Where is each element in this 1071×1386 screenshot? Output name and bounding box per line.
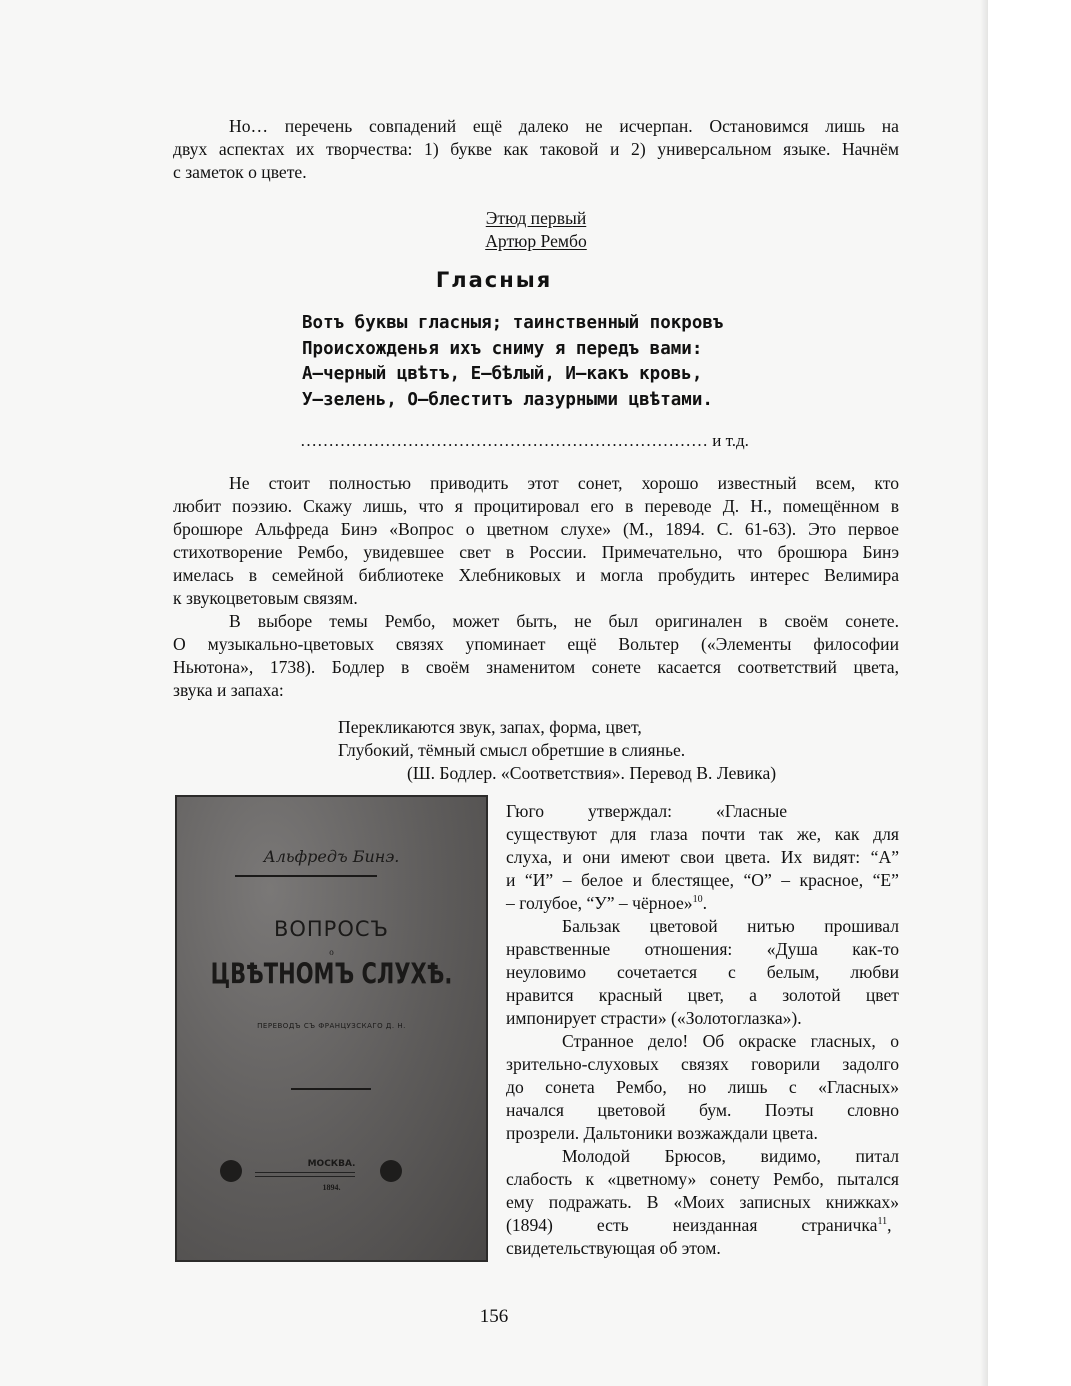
bryusov-line-5: свидетельствующая об этом. xyxy=(506,1238,721,1258)
cover-author: Альфредъ Бинэ. xyxy=(263,847,400,866)
intro-line-3: с заметок о цвете. xyxy=(173,162,307,182)
para2-line-3: Ньютона», 1738). Бодлер в своём знаменитом сонете касается соответствий цвета, xyxy=(173,657,899,677)
strange-line-5: прозрели. Дальтоники возжаждали цвета. xyxy=(506,1123,818,1143)
bryusov-line-2: слабость к «цветному» сонету Рембо, пытался xyxy=(506,1169,899,1189)
strange-line-4: начался цветовой бум. Поэты словно xyxy=(506,1100,899,1120)
cover-year: 1894. xyxy=(322,1183,341,1192)
bryusov-line-4: (1894) есть неизданная страничка$^{11}$, xyxy=(506,1215,892,1235)
footnote-11: 11 xyxy=(877,1216,888,1228)
poem-ellipsis: ……………………………………………………………… и т.д. xyxy=(300,431,749,450)
cover-translator: ПЕРЕВОДЪ СЪ ФРАНЦУЗСКАГО Д. Н. xyxy=(257,1022,406,1030)
footnote-10: 10 xyxy=(692,894,703,906)
para1-line-6: к звукоцветовым связям. xyxy=(173,588,358,608)
etude-author: Артюр Рембо xyxy=(485,231,587,251)
balzac-line-4: нравится красный цвет, а золотой цвет xyxy=(506,985,899,1005)
poem-excerpt xyxy=(302,311,723,413)
balzac-line-1: Бальзак цветовой нитью прошивал xyxy=(562,916,899,936)
quote-line-2: Глубокий, тёмный смысл обретшие в слиянье. xyxy=(338,740,686,760)
hugo-line-1: Гюго утверждал: «Гласные xyxy=(506,801,788,821)
strange-line-1: Странное дело! Об окраске гласных, о xyxy=(562,1031,899,1051)
para2-line-1: В выборе темы Рембо, может быть, не был оригинален в своём сонете. xyxy=(229,611,899,631)
poem-line-3: А—черный цвѣтъ, Е—бѣлый, И—какъ кровь, xyxy=(302,364,703,384)
balzac-line-5: импонирует страсти» («Золотоглазка»). xyxy=(506,1008,802,1028)
cover-title-3: ЦВѢТНОМЪ СЛУХѢ. xyxy=(210,957,453,991)
hugo-line-5: – голубое, “У” – чёрное»$^{10}$. xyxy=(506,893,708,913)
book-cover-image xyxy=(175,795,488,1262)
para1-line-2: любит поэзию. Скажу лишь, что я процитировал его в переводе Д. Н., помещённом в xyxy=(173,496,899,516)
cover-title-1: ВОПРОСЪ xyxy=(273,917,390,941)
poem-line-2: Происхожденья ихъ сниму я передъ вами: xyxy=(302,338,703,359)
hugo-line-4: и “И” – белое и блестящее, “О” – красное, “Е” xyxy=(506,870,899,890)
etude-heading: Этюд первый xyxy=(485,208,587,228)
intro-line-2: двух аспектах их творчества: 1) букве как таковой и 2) универсальном языке. Начнём xyxy=(173,139,899,159)
balzac-line-3: неуловимо сочетается с белым, любви xyxy=(506,962,899,982)
poem-title: Гласныя xyxy=(435,268,553,292)
strange-line-3: до сонета Рембо, но лишь с «Гласных» xyxy=(506,1077,899,1097)
intro-line-1: Но… перечень совпадений ещё далеко не исчерпан. Остановимся лишь на xyxy=(229,116,899,136)
cover-title-2: о xyxy=(329,947,334,957)
strange-line-2: зрительно-слуховых связях говорили задолго xyxy=(506,1054,899,1074)
para2-line-2: О музыкально-цветовых связях упоминает ещё Вольтер («Элементы философии xyxy=(173,634,899,654)
page-number: 156 xyxy=(479,1306,509,1327)
cover-city: МОСКВА. xyxy=(307,1159,356,1169)
bryusov-line-3: ему подражать. В «Моих записных книжках» xyxy=(506,1192,899,1212)
para1-line-4: стихотворение Рембо, увидевшее свет в России. Примечательно, что брошюра Бинэ xyxy=(173,542,899,562)
cover-imprint-lines xyxy=(255,1172,355,1177)
para1-line-5: имелась в семейной библиотеке Хлебниковых и могла пробудить интерес Велимира xyxy=(173,565,899,585)
hugo-line-2: существуют для глаза почти так же, как для xyxy=(506,824,899,844)
para2-line-4: звука и запаха: xyxy=(173,680,284,700)
para1-line-1: Не стоит полностью приводить этот сонет, хорошо известный всем, кто xyxy=(229,473,899,493)
cover-divider xyxy=(291,1088,371,1090)
cover-rule xyxy=(235,875,377,877)
hugo-line-3: слуха, и они имеют свои цвета. Их видят: “А” xyxy=(506,847,899,867)
poem-line-1: Вотъ буквы гласныя; таинственный покровъ xyxy=(302,313,724,333)
balzac-line-2: нравственные отношения: «Душа как-то xyxy=(506,939,899,959)
para1-line-3: брошюре Альфреда Бинэ «Вопрос о цветном слухе» (М., 1894. С. 61-63). Это первое xyxy=(173,519,899,539)
bryusov-line-1: Молодой Брюсов, видимо, питал xyxy=(562,1146,899,1166)
quote-source: (Ш. Бодлер. «Соответствия». Перевод В. Левика) xyxy=(407,763,777,783)
quote-line-1: Перекликаются звук, запах, форма, цвет, xyxy=(338,717,642,737)
poem-line-4: У—зелень, О—блеститъ лазурными цвѣтами. xyxy=(302,389,713,410)
